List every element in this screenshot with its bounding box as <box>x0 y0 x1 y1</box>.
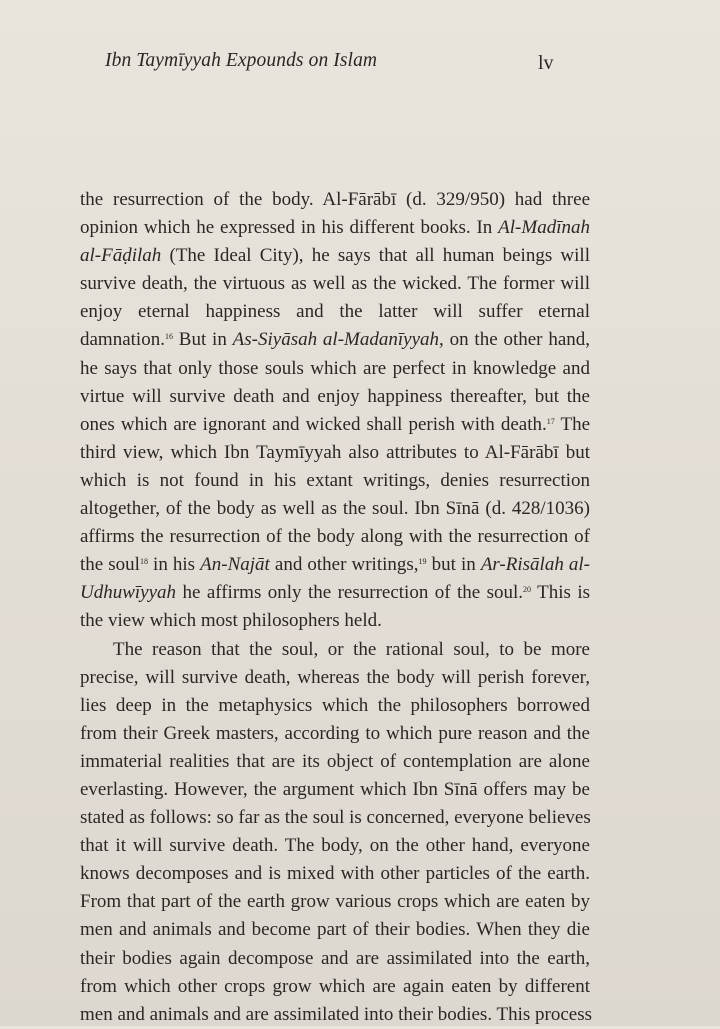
text-line <box>80 551 590 579</box>
text-segment: men and animals and are assimilated into their bodies. This process <box>80 1003 592 1025</box>
running-title: Ibn Taymīyyah Expounds on Islam <box>105 50 378 71</box>
text-line <box>80 298 590 326</box>
text-segment: he affirms only the resurrection of the soul. <box>176 582 524 604</box>
text-line <box>80 607 590 635</box>
text-line <box>80 776 590 804</box>
footnote-marker: 16 <box>164 332 173 342</box>
text-segment: everlasting. However, the argument which Ibn Sīnā offers may be <box>80 778 590 800</box>
text-line <box>80 467 590 495</box>
text-line <box>80 888 590 916</box>
text-line <box>80 214 590 242</box>
italic-title: al-Fāḍilah <box>80 245 162 267</box>
italic-title: Udhuwīyyah <box>80 582 177 604</box>
text-segment: The reason that the soul, or the rational soul, to be more <box>113 638 590 660</box>
text-line <box>80 355 590 383</box>
text-segment: the soul <box>80 554 140 576</box>
italic-title: As-Siyāsah al-Madanīyyah <box>232 329 440 351</box>
text-segment: that it will survive death. The body, on the other hand, everyone <box>80 835 590 857</box>
text-line <box>80 804 590 832</box>
text-segment: from which other crops grow which are again eaten by different <box>80 975 590 997</box>
text-line <box>80 1001 590 1029</box>
text-segment: But in <box>172 329 233 351</box>
body-text <box>80 186 590 1029</box>
text-segment: From that part of the earth grow various crops which are eaten by <box>80 891 590 913</box>
text-segment: ones which are ignorant and wicked shall perish with death. <box>80 413 547 435</box>
text-segment: he says that only those souls which are perfect in knowledge and <box>80 357 590 379</box>
italic-title: Al-Madīnah <box>498 217 590 239</box>
text-line <box>80 523 590 551</box>
text-line <box>80 636 590 664</box>
text-segment: the resurrection of the body. Al-Fārābī (d. 329/950) had three <box>80 189 590 210</box>
text-line <box>80 860 590 888</box>
footnote-marker: 19 <box>418 557 427 567</box>
text-line <box>80 664 590 692</box>
text-segment: The <box>554 413 591 435</box>
text-segment: (The Ideal City), he says that all human beings will <box>161 245 590 267</box>
text-line <box>80 383 590 411</box>
text-segment: damnation. <box>80 329 165 351</box>
text-segment: which is not found in his extant writings, denies resurrection <box>80 469 590 491</box>
text-line <box>80 495 590 523</box>
footnote-marker: 17 <box>546 416 555 426</box>
text-line <box>80 973 590 1001</box>
text-segment: enjoy eternal happiness and the latter will suffer eternal <box>80 301 590 323</box>
text-segment: in his <box>147 554 201 576</box>
text-line <box>80 411 590 439</box>
text-line <box>80 579 590 607</box>
text-line <box>80 720 590 748</box>
text-segment: men and animals and become part of their bodies. When they die <box>80 919 590 941</box>
text-segment: but in <box>426 554 481 576</box>
text-line <box>80 832 590 860</box>
text-segment: , on the other hand, <box>439 329 591 351</box>
footnote-marker: 20 <box>523 585 532 595</box>
text-line <box>80 748 590 776</box>
text-line <box>80 186 590 214</box>
italic-title: An-Najāt <box>200 554 270 576</box>
text-line <box>80 945 590 973</box>
footnote-marker: 18 <box>139 557 148 567</box>
text-segment: knows decomposes and is mixed with other particles of the earth. <box>80 863 590 885</box>
text-segment: This is <box>531 582 590 604</box>
page-number: lv <box>538 52 554 74</box>
text-segment: third view, which Ibn Taymīyyah also attributes to Al-Fārābī but <box>80 441 590 463</box>
text-line <box>80 692 590 720</box>
text-line <box>80 242 590 270</box>
text-segment: from their Greek masters, according to which pure reason and the <box>80 722 590 744</box>
text-line <box>80 270 590 298</box>
text-segment: the view which most philosophers held. <box>80 610 382 632</box>
text-segment: lies deep in the metaphysics which the philosophers borrowed <box>80 694 590 716</box>
text-segment: immaterial realities that are its object of contemplation are alone <box>80 750 590 772</box>
text-segment: and other writings, <box>269 554 419 576</box>
text-line <box>80 916 590 944</box>
text-segment: affirms the resurrection of the body along with the resurrection of <box>80 526 590 548</box>
text-segment: precise, will survive death, whereas the body will perish forever, <box>80 666 590 688</box>
text-segment: opinion which he expressed in his different books. In <box>80 217 499 239</box>
text-line <box>80 326 590 354</box>
text-segment: virtue will survive death and enjoy happiness thereafter, but the <box>80 385 590 407</box>
italic-title: Ar-Risālah al- <box>480 554 590 576</box>
text-segment: their bodies again decompose and are assimilated into the earth, <box>80 947 590 969</box>
text-segment: altogether, of the body as well as the soul. Ibn Sīnā (d. 428/1036) <box>80 498 590 520</box>
text-segment: stated as follows: so far as the soul is concerned, everyone believes <box>80 807 591 829</box>
text-line <box>80 439 590 467</box>
text-segment: survive death, the virtuous as well as the wicked. The former will <box>80 273 590 295</box>
